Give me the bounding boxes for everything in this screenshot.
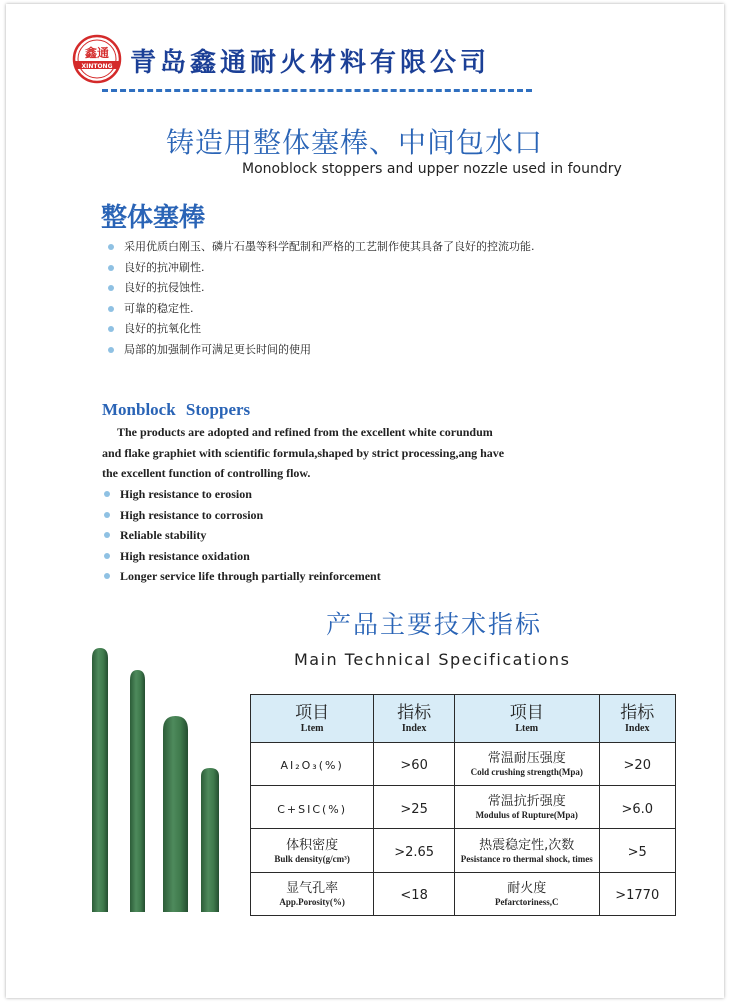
table-row <box>251 829 676 872</box>
bullet-dot-icon <box>108 347 114 353</box>
table-header-cell: 项目 Ltem <box>455 695 600 743</box>
table-cell: >20 <box>599 742 676 785</box>
specs-title-zh: 产品主要技术指标 <box>326 610 543 639</box>
table-cell: 体积密度 Bulk density(g/cm³) <box>251 829 374 872</box>
table-cell: >60 <box>374 742 455 785</box>
table-row <box>251 872 676 915</box>
bullet-dot-icon <box>108 244 114 250</box>
table-header-cell: 指标 Index <box>374 695 455 743</box>
bullet-dot-icon <box>104 573 110 579</box>
bullet-dot-icon <box>108 326 114 332</box>
table-row <box>251 786 676 829</box>
table-row <box>251 742 676 785</box>
list-item: 良好的抗冲刷性. <box>106 258 535 279</box>
header-divider <box>102 89 532 92</box>
table-cell: >6.0 <box>599 786 676 829</box>
table-header-row <box>251 695 676 743</box>
brochure-page <box>6 4 724 998</box>
table-cell: C+SIC(%) <box>251 786 374 829</box>
list-item: 良好的抗侵蚀性. <box>106 278 535 299</box>
table-header-cell: 项目 Ltem <box>251 695 374 743</box>
list-item: High resistance to corrosion <box>102 505 381 526</box>
bullet-dot-icon <box>104 532 110 538</box>
table-cell: 常温耐压强度 Cold crushing strength(Mpa) <box>455 742 600 785</box>
table-cell: 热震稳定性,次数 Pesistance ro thermal shock, times <box>455 829 600 872</box>
list-item: High resistance oxidation <box>102 546 381 567</box>
paragraph-line: The products are adopted and refined from the excellent white corundum <box>117 425 493 439</box>
specs-title-en: Main Technical Specifications <box>294 650 571 669</box>
svg-text:鑫通: 鑫通 <box>84 46 110 60</box>
feature-list-en <box>102 484 381 587</box>
specifications-table <box>250 694 676 916</box>
list-item: 采用优质白刚玉、磷片石墨等科学配制和严格的工艺制作使其具备了良好的控流功能. <box>106 237 535 258</box>
list-item: Reliable stability <box>102 525 381 546</box>
list-item: 可靠的稳定性. <box>106 299 535 320</box>
product-title-en: Monoblock stoppers and upper nozzle used in foundry <box>242 161 622 177</box>
table-cell: >1770 <box>599 872 676 915</box>
table-cell: AI₂O₃(%) <box>251 742 374 785</box>
table-cell: >5 <box>599 829 676 872</box>
section-heading-en: Monblock Stoppers <box>102 400 251 419</box>
bullet-dot-icon <box>104 491 110 497</box>
feature-list-zh <box>106 237 535 361</box>
paragraph-line: and flake graphiet with scientific formula,shaped by strict processing,ang have <box>102 445 505 460</box>
svg-text:XINTONG: XINTONG <box>81 63 113 70</box>
table-cell: >2.65 <box>374 829 455 872</box>
list-item: 良好的抗氧化性 <box>106 319 535 340</box>
table-cell: 常温抗折强度 Modulus of Rupture(Mpa) <box>455 786 600 829</box>
table-cell: <18 <box>374 872 455 915</box>
table-cell: 耐火度 Pefarctoriness,C <box>455 872 600 915</box>
list-item: 局部的加强制作可满足更长时间的使用 <box>106 340 535 361</box>
bullet-dot-icon <box>104 512 110 518</box>
product-title-zh: 铸造用整体塞棒、中间包水口 <box>166 126 544 159</box>
table-header-cell: 指标 Index <box>599 695 676 743</box>
stopper-rods-image <box>86 644 236 919</box>
bullet-dot-icon <box>108 285 114 291</box>
description-paragraph <box>102 422 642 484</box>
bullet-dot-icon <box>104 553 110 559</box>
table-cell: >25 <box>374 786 455 829</box>
list-item: Longer service life through partially reinforcement <box>102 566 381 587</box>
table-cell: 显气孔率 App.Porosity(%) <box>251 872 374 915</box>
company-name: 青岛鑫通耐火材料有限公司 <box>130 48 491 78</box>
paragraph-line: the excellent function of controlling flow. <box>102 466 311 480</box>
section-heading-zh: 整体塞棒 <box>101 203 206 233</box>
bullet-dot-icon <box>108 265 114 271</box>
list-item: High resistance to erosion <box>102 484 381 505</box>
bullet-dot-icon <box>108 306 114 312</box>
xintong-logo <box>72 34 122 84</box>
